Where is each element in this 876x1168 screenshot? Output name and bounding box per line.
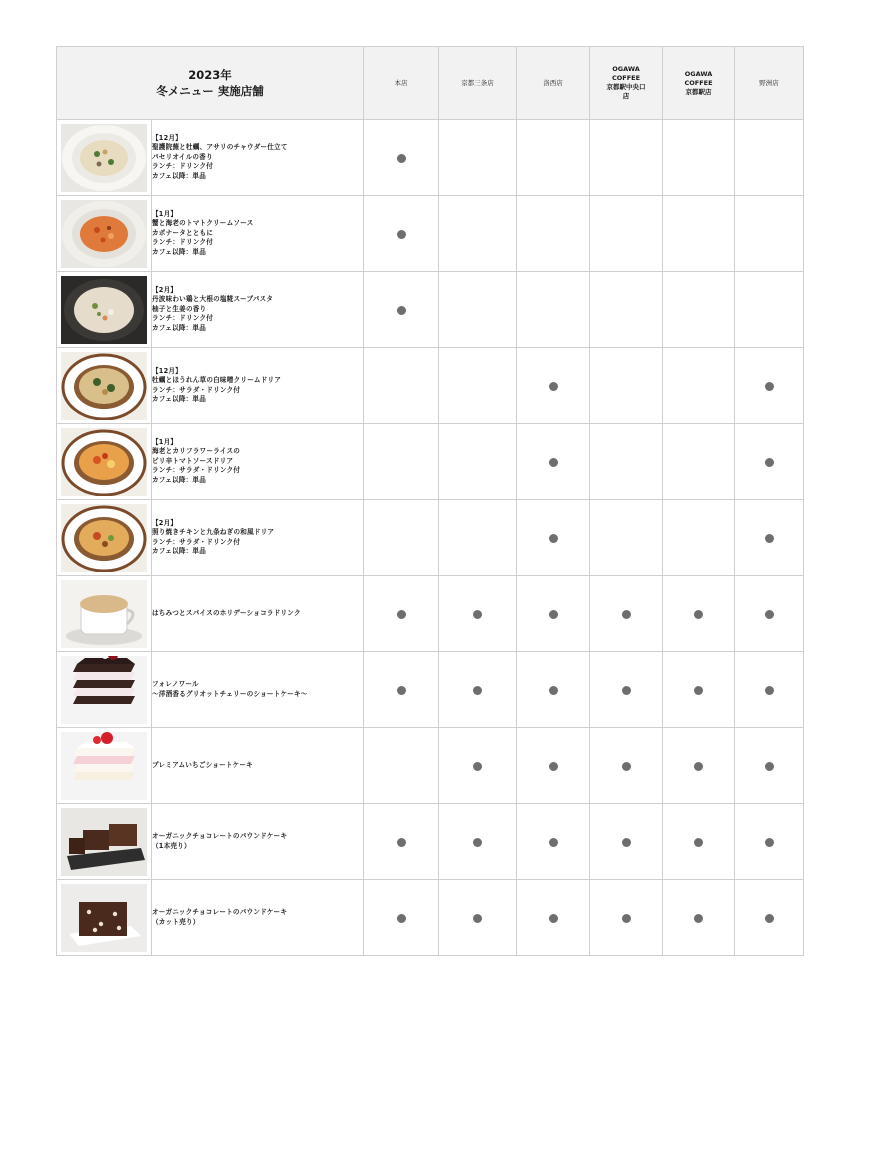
available-dot-icon bbox=[473, 686, 482, 695]
available-dot-icon bbox=[765, 762, 774, 771]
availability-cell bbox=[364, 880, 439, 956]
menu-description-line: カポナータとともに bbox=[152, 228, 214, 237]
menu-description-line: （1本売り） bbox=[152, 841, 191, 850]
available-dot-icon bbox=[549, 762, 558, 771]
availability-cell bbox=[735, 804, 804, 880]
header-row bbox=[57, 47, 804, 120]
table-row bbox=[57, 120, 804, 196]
menu-description bbox=[152, 424, 364, 500]
availability-cell bbox=[663, 652, 735, 728]
available-dot-icon bbox=[397, 686, 406, 695]
availability-cell bbox=[439, 500, 517, 576]
menu-description bbox=[152, 348, 364, 424]
menu-description-line: 柚子と生姜の香り bbox=[152, 304, 207, 313]
menu-description-line: 【2月】 bbox=[152, 518, 178, 527]
availability-cell bbox=[364, 804, 439, 880]
table-row bbox=[57, 576, 804, 652]
store-name-line: OGAWA bbox=[612, 65, 640, 73]
table-row bbox=[57, 348, 804, 424]
table-row bbox=[57, 272, 804, 348]
menu-description-line: （カット売り） bbox=[152, 917, 200, 926]
menu-description-line: 【1月】 bbox=[152, 209, 178, 218]
availability-cell bbox=[590, 272, 663, 348]
table-title bbox=[57, 47, 364, 120]
store-name: 洛西店 bbox=[543, 78, 563, 87]
menu-description-line: 【12月】 bbox=[152, 366, 182, 375]
store-name-line: COFFEE bbox=[611, 74, 641, 82]
availability-cell bbox=[590, 500, 663, 576]
available-dot-icon bbox=[694, 686, 703, 695]
menu-description-line: はちみつとスパイスのホリデーショコラドリンク bbox=[152, 608, 301, 617]
availability-cell bbox=[590, 576, 663, 652]
menu-description-line: カフェ以降：単品 bbox=[152, 323, 207, 332]
availability-cell bbox=[663, 348, 735, 424]
availability-cell bbox=[517, 880, 590, 956]
availability-cell bbox=[364, 120, 439, 196]
availability-cell bbox=[364, 500, 439, 576]
store-name: 本店 bbox=[394, 78, 408, 87]
availability-cell bbox=[590, 120, 663, 196]
available-dot-icon bbox=[549, 686, 558, 695]
available-dot-icon bbox=[397, 230, 406, 239]
available-dot-icon bbox=[622, 914, 631, 923]
pasta-cream-image bbox=[61, 124, 147, 192]
available-dot-icon bbox=[765, 686, 774, 695]
menu-description-line: カフェ以降：単品 bbox=[152, 171, 207, 180]
menu-description-line: オーガニックチョコレートのパウンドケーキ bbox=[152, 908, 288, 917]
availability-cell bbox=[735, 272, 804, 348]
availability-cell bbox=[517, 424, 590, 500]
available-dot-icon bbox=[549, 534, 558, 543]
menu-description-line: ランチ：ドリンク付 bbox=[152, 238, 214, 247]
availability-cell bbox=[517, 348, 590, 424]
availability-cell bbox=[590, 196, 663, 272]
menu-description bbox=[152, 804, 364, 880]
available-dot-icon bbox=[694, 838, 703, 847]
availability-cell bbox=[517, 196, 590, 272]
menu-description bbox=[152, 652, 364, 728]
availability-cell bbox=[364, 424, 439, 500]
availability-cell bbox=[439, 348, 517, 424]
table-row bbox=[57, 880, 804, 956]
menu-description bbox=[152, 196, 364, 272]
menu-description-line: 聖護院蕪と牡蠣、アサリのチャウダー仕立て bbox=[152, 143, 288, 152]
available-dot-icon bbox=[549, 458, 558, 467]
available-dot-icon bbox=[765, 534, 774, 543]
availability-cell bbox=[517, 500, 590, 576]
availability-cell bbox=[439, 576, 517, 652]
availability-cell bbox=[439, 272, 517, 348]
table-row bbox=[57, 652, 804, 728]
available-dot-icon bbox=[397, 914, 406, 923]
availability-cell bbox=[364, 348, 439, 424]
availability-cell bbox=[663, 728, 735, 804]
store-header-sanjo bbox=[439, 47, 517, 120]
menu-description-line: 牡蠣とほうれん草の白味噌クリームドリア bbox=[152, 376, 282, 385]
availability-cell bbox=[439, 424, 517, 500]
availability-cell bbox=[735, 652, 804, 728]
availability-cell bbox=[590, 880, 663, 956]
store-name-line: 京都駅中央口 bbox=[606, 83, 646, 91]
menu-description-line: 海老とカリフラワーライスの bbox=[152, 447, 241, 456]
availability-cell bbox=[735, 196, 804, 272]
pasta-tomato-image bbox=[61, 200, 147, 268]
available-dot-icon bbox=[397, 610, 406, 619]
title-year: 2023年 bbox=[188, 68, 232, 82]
menu-photo-cell bbox=[57, 348, 152, 424]
menu-description-line: ランチ：ドリンク付 bbox=[152, 162, 214, 171]
menu-description-line: 照り焼きチキンと九条ねぎの和風ドリア bbox=[152, 528, 275, 537]
available-dot-icon bbox=[549, 914, 558, 923]
table-row bbox=[57, 500, 804, 576]
menu-photo-cell bbox=[57, 880, 152, 956]
availability-cell bbox=[663, 500, 735, 576]
availability-cell bbox=[517, 120, 590, 196]
store-name-line: 京都駅店 bbox=[685, 87, 712, 96]
available-dot-icon bbox=[397, 838, 406, 847]
availability-cell bbox=[517, 576, 590, 652]
menu-description-line: カフェ以降：単品 bbox=[152, 475, 207, 484]
menu-photo-cell bbox=[57, 728, 152, 804]
menu-description-line: 丹波味わい鶏と大根の塩糀スープパスタ bbox=[152, 295, 274, 304]
available-dot-icon bbox=[694, 610, 703, 619]
available-dot-icon bbox=[473, 838, 482, 847]
availability-cell bbox=[517, 652, 590, 728]
menu-photo-cell bbox=[57, 804, 152, 880]
store-name-line: OGAWA bbox=[684, 69, 713, 78]
availability-cell bbox=[364, 272, 439, 348]
menu-description-line: ランチ：サラダ・ドリンク付 bbox=[152, 466, 241, 475]
doria-spinach-image bbox=[61, 352, 147, 420]
available-dot-icon bbox=[397, 306, 406, 315]
doria-tomato-image bbox=[61, 428, 147, 496]
availability-cell bbox=[517, 272, 590, 348]
availability-cell bbox=[364, 652, 439, 728]
menu-description bbox=[152, 120, 364, 196]
doria-chicken-image bbox=[61, 504, 147, 572]
availability-cell bbox=[663, 120, 735, 196]
menu-description-line: 【1月】 bbox=[152, 437, 178, 446]
menu-photo-cell bbox=[57, 500, 152, 576]
availability-cell bbox=[735, 424, 804, 500]
availability-cell bbox=[663, 272, 735, 348]
availability-cell bbox=[439, 652, 517, 728]
availability-cell bbox=[735, 500, 804, 576]
menu-description-line: 【12月】 bbox=[152, 133, 182, 142]
availability-cell bbox=[439, 196, 517, 272]
menu-description-line: パセリオイルの香り bbox=[152, 152, 213, 161]
availability-cell bbox=[364, 576, 439, 652]
menu-rows bbox=[57, 120, 804, 956]
strawberry-cake-image bbox=[61, 732, 147, 800]
pound-cake-whole-image bbox=[61, 808, 147, 876]
store-header-rakusai bbox=[517, 47, 590, 120]
menu-photo-cell bbox=[57, 424, 152, 500]
availability-cell bbox=[364, 196, 439, 272]
availability-cell bbox=[735, 880, 804, 956]
chocolate-drink-image bbox=[61, 580, 147, 648]
store-header-honten bbox=[364, 47, 439, 120]
store-header-kyoto-central bbox=[590, 47, 663, 120]
pound-cake-cut-image bbox=[61, 884, 147, 952]
available-dot-icon bbox=[473, 914, 482, 923]
menu-description bbox=[152, 728, 364, 804]
menu-photo-cell bbox=[57, 576, 152, 652]
store-header-yasu bbox=[735, 47, 804, 120]
available-dot-icon bbox=[765, 610, 774, 619]
menu-description-line: 【2月】 bbox=[152, 285, 178, 294]
available-dot-icon bbox=[765, 838, 774, 847]
menu-description-line: カフェ以降：単品 bbox=[152, 394, 207, 403]
menu-description-line: フォレノワール bbox=[152, 680, 199, 689]
available-dot-icon bbox=[765, 914, 774, 923]
store-header-kyoto-station bbox=[663, 47, 735, 120]
pasta-soup-image bbox=[61, 276, 147, 344]
menu-description-line: ～洋酒香るグリオットチェリーのショートケーキ～ bbox=[152, 689, 308, 698]
availability-cell bbox=[590, 652, 663, 728]
foret-noire-image bbox=[61, 656, 147, 724]
available-dot-icon bbox=[694, 762, 703, 771]
available-dot-icon bbox=[622, 838, 631, 847]
availability-cell bbox=[663, 424, 735, 500]
available-dot-icon bbox=[473, 610, 482, 619]
menu-description-line: ランチ：サラダ・ドリンク付 bbox=[152, 537, 241, 546]
availability-cell bbox=[439, 804, 517, 880]
availability-cell bbox=[735, 120, 804, 196]
table-row bbox=[57, 804, 804, 880]
available-dot-icon bbox=[549, 838, 558, 847]
available-dot-icon bbox=[549, 382, 558, 391]
store-name-line: 店 bbox=[622, 92, 630, 100]
table-row bbox=[57, 196, 804, 272]
available-dot-icon bbox=[765, 382, 774, 391]
menu-description-line: ピリ辛トマトソースドリア bbox=[152, 456, 234, 465]
availability-cell bbox=[663, 804, 735, 880]
availability-cell bbox=[517, 804, 590, 880]
availability-cell bbox=[439, 880, 517, 956]
available-dot-icon bbox=[397, 154, 406, 163]
menu-photo-cell bbox=[57, 272, 152, 348]
menu-description-line: ランチ：サラダ・ドリンク付 bbox=[152, 385, 241, 394]
menu-description bbox=[152, 880, 364, 956]
menu-photo-cell bbox=[57, 120, 152, 196]
menu-photo-cell bbox=[57, 652, 152, 728]
available-dot-icon bbox=[694, 914, 703, 923]
availability-cell bbox=[517, 728, 590, 804]
availability-cell bbox=[439, 728, 517, 804]
table-row bbox=[57, 424, 804, 500]
available-dot-icon bbox=[765, 458, 774, 467]
menu-description-line: オーガニックチョコレートのパウンドケーキ bbox=[152, 832, 288, 841]
menu-description-line: プレミアムいちごショートケーキ bbox=[152, 760, 253, 769]
availability-cell bbox=[590, 728, 663, 804]
menu-description-line: カフェ以降：単品 bbox=[152, 546, 207, 555]
menu-description bbox=[152, 576, 364, 652]
store-name-line: COFFEE bbox=[684, 78, 713, 87]
availability-cell bbox=[590, 424, 663, 500]
store-name: 京都三条店 bbox=[461, 78, 494, 87]
available-dot-icon bbox=[622, 762, 631, 771]
availability-cell bbox=[439, 120, 517, 196]
availability-cell bbox=[735, 348, 804, 424]
available-dot-icon bbox=[622, 686, 631, 695]
menu-description-line: ランチ：ドリンク付 bbox=[152, 314, 214, 323]
availability-cell bbox=[364, 728, 439, 804]
availability-cell bbox=[663, 880, 735, 956]
available-dot-icon bbox=[549, 610, 558, 619]
availability-cell bbox=[590, 804, 663, 880]
availability-cell bbox=[663, 196, 735, 272]
table-row bbox=[57, 728, 804, 804]
menu-description-line: 蟹と海老のトマトクリームソース bbox=[152, 219, 254, 228]
menu-description bbox=[152, 500, 364, 576]
availability-cell bbox=[590, 348, 663, 424]
menu-photo-cell bbox=[57, 196, 152, 272]
availability-cell bbox=[735, 728, 804, 804]
store-name: 野洲店 bbox=[759, 78, 779, 87]
available-dot-icon bbox=[473, 762, 482, 771]
availability-cell bbox=[735, 576, 804, 652]
menu-description bbox=[152, 272, 364, 348]
title-subtitle: 冬メニュー 実施店舗 bbox=[156, 84, 264, 98]
menu-availability-table bbox=[56, 46, 804, 956]
menu-description-line: カフェ以降：単品 bbox=[152, 247, 207, 256]
available-dot-icon bbox=[622, 610, 631, 619]
availability-cell bbox=[663, 576, 735, 652]
